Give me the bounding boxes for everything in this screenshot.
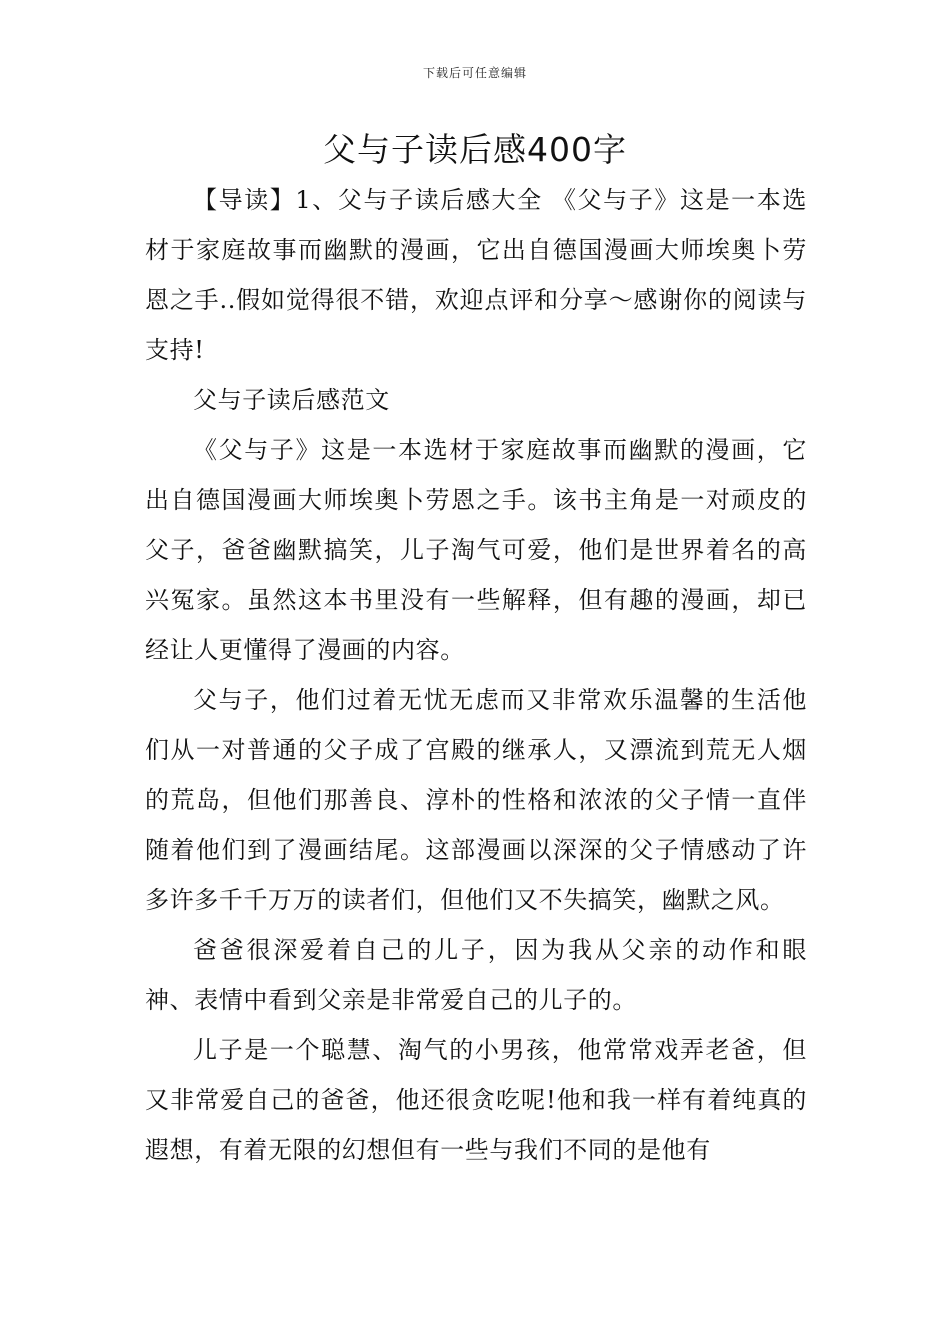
document-body [145, 175, 807, 1175]
body-paragraph: 爸爸很深爱着自己的儿子，因为我从父亲的动作和眼神、表情中看到父亲是非常爱自己的儿子的。 [145, 936, 807, 1014]
body-paragraph: 《父与子》这是一本选材于家庭故事而幽默的漫画，它出自德国漫画大师埃奥卜劳恩之手。该书主角是一对顽皮的父子，爸爸幽默搞笑，儿子淘气可爱，他们是世界着名的高兴冤家。虽然这本书里没有一些解释，但有趣的漫画，却已经让人更懂得了漫画的内容。 [145, 436, 807, 664]
intro-paragraph: 【导读】1、父与子读后感大全 《父与子》这是一本选材于家庭故事而幽默的漫画，它出自德国漫画大师埃奥卜劳恩之手..假如觉得很不错，欢迎点评和分享～感谢你的阅读与支持! [145, 186, 807, 364]
page-header-note: 下载后可任意编辑 [422, 66, 527, 80]
body-paragraph: 儿子是一个聪慧、淘气的小男孩，他常常戏弄老爸，但又非常爱自己的爸爸，他还很贪吃呢!他和我一样有着纯真的遐想，有着无限的幻想但有一些与我们不同的是他有 [145, 1036, 807, 1164]
body-paragraph: 父与子，他们过着无忧无虑而又非常欢乐温馨的生活他们从一对普通的父子成了宫殿的继承人，又漂流到荒无人烟的荒岛，但他们那善良、淳朴的性格和浓浓的父子情一直伴随着他们到了漫画结尾。这部漫画以深深的父子情感动了许多许多千千万万的读者们，但他们又不失搞笑，幽默之风。 [145, 686, 807, 914]
section-heading: 父与子读后感范文 [193, 386, 390, 414]
document-title: 父与子读后感400字 [323, 130, 627, 169]
